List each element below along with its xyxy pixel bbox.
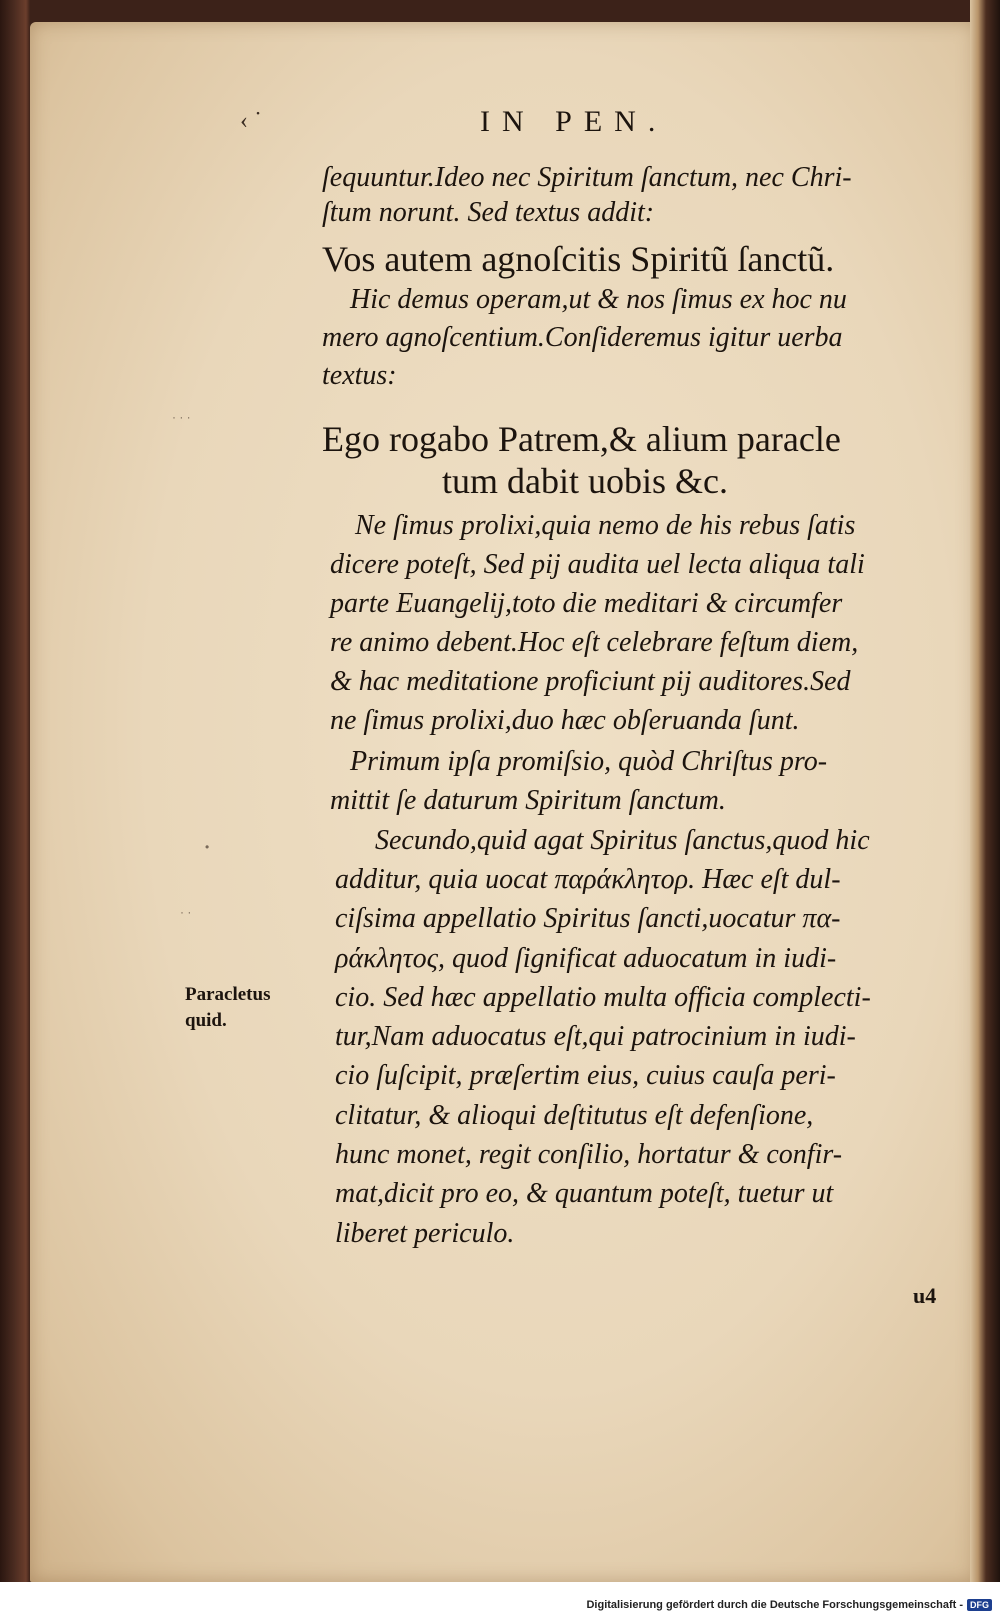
text-line: & hac meditatione proficiunt pij auditores.Sed: [330, 666, 851, 697]
text-line: clitatur, & alioqui deſtitutus eſt defenſione,: [335, 1100, 814, 1131]
header-ornament: ‹ ˙: [240, 108, 262, 134]
text-line: ne ſimus prolixi,duo hæc obſeruanda ſunt.: [330, 705, 800, 736]
marginal-note-line: Paracletus: [185, 984, 271, 1005]
text-line: mittit ſe daturum Spiritum ſanctum.: [330, 785, 726, 816]
footer-credit: [586, 1599, 992, 1611]
digitization-credit: Digitalisierung gefördert durch die Deutsche Forschungsgemeinschaft -: [586, 1599, 963, 1611]
text-line: cio ſuſcipit, præſertim eius, cuius cauſa peri-: [335, 1060, 836, 1091]
text-line: parte Euangelij,toto die meditari & circumfer: [330, 588, 843, 619]
page-edge-shadow: [970, 0, 1000, 1615]
text-line: mero agnoſcentium.Conſideremus igitur uerba: [322, 322, 843, 353]
text-line: Hic demus operam,ut & nos ſimus ex hoc nu: [350, 284, 847, 315]
text-line: ράκλητος, quod ſignificat aduocatum in iudi-: [335, 943, 837, 974]
marginal-note-line: quid.: [185, 1010, 227, 1031]
text-line: ſequuntur.Ideo nec Spiritum ſanctum, nec Chri-: [322, 162, 852, 193]
text-line: tur,Nam aduocatus eſt,qui patrocinium in iudi-: [335, 1021, 856, 1052]
text-line: dicere poteſt, Sed pij audita uel lecta aliqua tali: [330, 549, 865, 580]
text-line: re animo debent.Hoc eſt celebrare feſtum diem,: [330, 627, 859, 658]
text-line: textus:: [322, 360, 397, 391]
text-line: additur, quia uocat παράκλητορ. Hæc eſt dul-: [335, 864, 841, 895]
text-heading: tum dabit uobis &c.: [442, 461, 728, 501]
dfg-logo: DFG: [967, 1599, 992, 1611]
text-line: Primum ipſa promiſsio, quòd Chriſtus pro-: [350, 746, 828, 777]
text-line: ſtum norunt. Sed textus addit:: [322, 197, 655, 228]
text-line: hunc monet, regit conſilio, hortatur & confir-: [335, 1139, 843, 1170]
text-line: liberet periculo.: [335, 1218, 515, 1249]
text-line: Secundo,quid agat Spiritus ſanctus,quod hic: [375, 825, 870, 856]
text-line: mat,dicit pro eo, & quantum poteſt, tuetur ut: [335, 1178, 834, 1209]
bleed-through-speck: · · ·: [172, 410, 191, 424]
marginal-note: [185, 982, 270, 1034]
bleed-through-speck: · ·: [180, 905, 192, 919]
bleed-through-speck: •: [205, 840, 210, 854]
text-line: cio. Sed hæc appellatio multa officia complecti-: [335, 982, 871, 1013]
text-line: Ne ſimus prolixi,quia nemo de his rebus ſatis: [355, 510, 856, 541]
text-line: ciſsima appellatio Spiritus ſancti,uocatur πα-: [335, 903, 841, 934]
signature-mark: u4: [913, 1283, 937, 1308]
text-heading: Vos autem agnoſcitis Spiritũ ſanctũ.: [322, 239, 835, 279]
running-head: IN PEN.: [480, 105, 668, 138]
text-heading: Ego rogabo Patrem,& alium paracle: [322, 419, 841, 459]
